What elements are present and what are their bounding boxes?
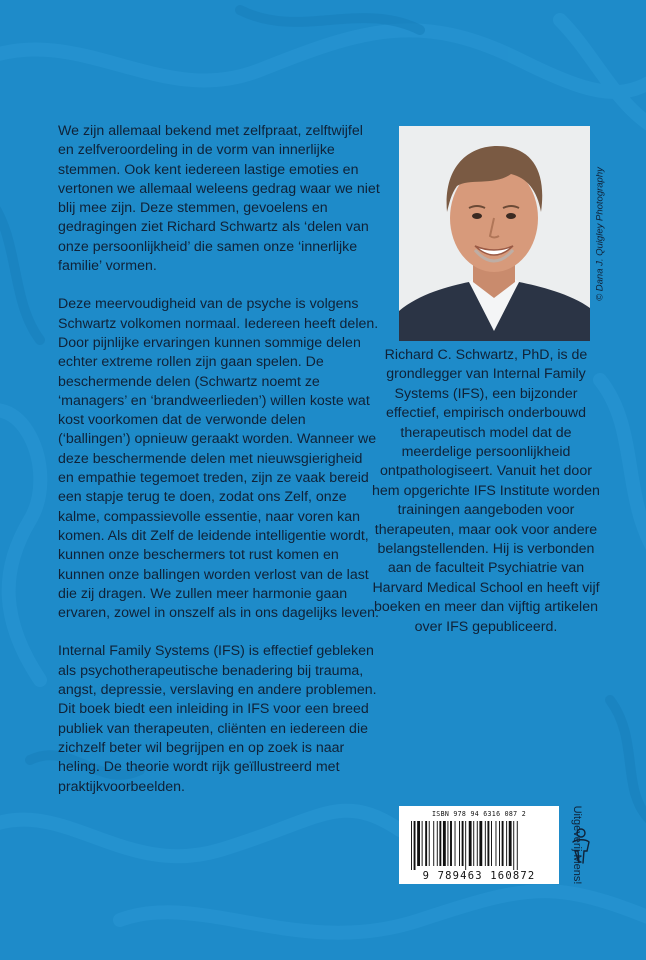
photo-credit: © Dana J. Quigley Photography <box>594 166 606 301</box>
barcode-bar <box>455 821 456 866</box>
barcode-bar <box>499 821 500 866</box>
person-outline-icon <box>570 827 592 865</box>
barcode-bar <box>487 821 489 866</box>
barcode-bar <box>422 821 423 866</box>
publisher-name: Uitgeverij Mens! <box>571 805 583 885</box>
isbn-barcode <box>399 806 559 884</box>
barcode-bar <box>437 821 438 866</box>
barcode-bar <box>517 821 518 870</box>
author-portrait-illustration <box>399 126 590 341</box>
barcode-bar <box>509 821 512 866</box>
barcode-bar <box>433 821 434 866</box>
barcode-bar <box>462 821 464 866</box>
barcode-bar <box>425 821 427 866</box>
ean-digits: 9 789463 160872 <box>422 870 536 882</box>
barcode-bar <box>450 821 452 866</box>
barcode-bar <box>469 821 472 866</box>
back-cover-blurb <box>58 122 380 816</box>
blurb-paragraph-2: Deze meervoudigheid van de psyche is volgens Schwartz volkomen normaal. Iedereen heeft delen. Door pijnlijke ervaringen kunnen sommige delen echter extreme rollen zijn gaan spelen. De beschermende delen (Schwartz noemt ze ‘managers’ en ‘brandweerlieden’) willen koste wat kost voorkomen dat de verwonde delen (‘ballingen’) opnieuw geraakt worden. Wanneer we deze beschermende delen met nieuwsgierigheid en empathie tegemoet treden, zijn ze vaak bereid een stapje terug te doen, zodat ons Zelf, onze kalme, compassievolle essentie, naar voren kan komen. Als dit Zelf de leidende intelligentie wordt, kunnen onze beschermers tot rust komen en kunnen onze ballingen worden verlost van de last die zij dragen. We zullen meer harmonie gaan ervaren, zowel in onszelf als in ons dagelijks leven. <box>58 296 379 622</box>
barcode-bars <box>409 821 551 870</box>
barcode-bar <box>491 821 492 866</box>
barcode-bar <box>506 821 507 866</box>
barcode-bar <box>473 821 474 866</box>
barcode-bar <box>459 821 460 866</box>
barcode-bar <box>465 821 466 870</box>
author-photo <box>399 126 590 341</box>
barcode-bar <box>443 821 446 866</box>
barcode-bar <box>485 821 486 866</box>
barcode-bar <box>502 821 504 866</box>
barcode-bar <box>439 821 441 866</box>
barcode-bar <box>513 821 514 870</box>
barcode-bar <box>477 821 478 866</box>
barcode-bar <box>479 821 482 866</box>
blurb-paragraph-3: Internal Family Systems (IFS) is effectief gebleken als psychotherapeutische benadering bij trauma, angst, depressie, verslaving en andere problemen. Dit boek biedt een inleiding in IFS voor een breed publiek van therapeuten, cliënten en iedereen die zichzelf beter wil begrijpen en op zoek is naar heling. De theorie wordt rijk geïllustreerd met praktijkvoorbeelden. <box>58 643 377 795</box>
barcode-bar <box>447 821 448 866</box>
isbn-label: ISBN 978 94 6316 087 2 <box>432 810 526 818</box>
barcode-bar <box>414 821 416 870</box>
barcode-bar <box>496 821 497 866</box>
barcode-bar <box>411 821 412 870</box>
author-bio: Richard C. Schwartz, PhD, is de grondlegger van Internal Family Systems (IFS), een bijzonder effectief, empirisch onderbouwd therapeutisch model dat de meerdelige persoonlijkheid ontpathologiseert. Vanuit het door hem opgerichte IFS Institute worden trainingen aangeboden voor therapeuten, maar ook voor andere belangstellenden. Hij is verbonden aan de faculteit Psychiatrie van Harvard Medical School en heeft vijf boeken en meer dan vijftig artikelen over IFS gepubliceerd. <box>372 347 600 635</box>
barcode-bar <box>417 821 420 866</box>
barcode-bar <box>429 821 430 866</box>
blurb-paragraph-1: We zijn allemaal bekend met zelfpraat, zelftwijfel en zelfveroordeling in de vorm van innerlijke stemmen. Ook kent iedereen lastige emoties en vertonen we allemaal weleens gedrag waar we niet blij mee zijn. Deze stemmen, gevoelens en gedragingen ziet Richard Schwartz als ‘delen van onze persoonlijkheid’ die samen onze ‘innerlijke familie’ vormen. <box>58 123 380 275</box>
